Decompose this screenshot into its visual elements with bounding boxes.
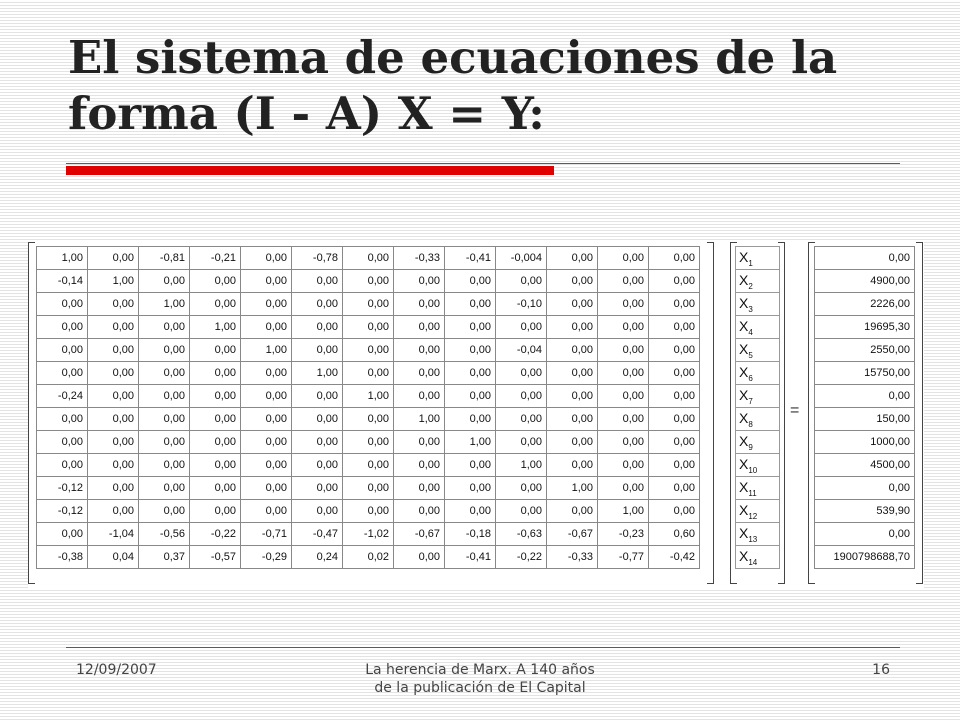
matrix-a-cell: 0,00 bbox=[292, 316, 343, 339]
matrix-a-cell: 0,00 bbox=[292, 270, 343, 293]
vector-y-cell: 15750,00 bbox=[815, 362, 915, 385]
vector-x-cell bbox=[736, 500, 780, 523]
matrix-a-cell: 0,00 bbox=[547, 339, 598, 362]
variable-index: 8 bbox=[748, 419, 753, 429]
vector-x-row bbox=[736, 523, 780, 546]
matrix-a-cell: 0,00 bbox=[139, 500, 190, 523]
matrix-a-cell: 0,00 bbox=[88, 247, 139, 270]
matrix-a-cell: 0,00 bbox=[394, 316, 445, 339]
matrix-a-cell: 0,00 bbox=[241, 500, 292, 523]
matrix-a-cell: 0,00 bbox=[241, 362, 292, 385]
vector-y-row bbox=[815, 408, 915, 431]
vector-y-right-bracket bbox=[916, 242, 923, 584]
matrix-a-cell: 0,00 bbox=[649, 477, 700, 500]
matrix-a-cell: 0,00 bbox=[241, 316, 292, 339]
vector-x-row bbox=[736, 500, 780, 523]
variable-index: 10 bbox=[748, 465, 758, 475]
matrix-a-cell: -0,77 bbox=[598, 546, 649, 569]
matrix-a-cell: 0,00 bbox=[190, 362, 241, 385]
matrix-a-cell: -0,12 bbox=[37, 500, 88, 523]
matrix-a-cell: 1,00 bbox=[445, 431, 496, 454]
matrix-a-cell: 0,00 bbox=[343, 500, 394, 523]
vector-x-row bbox=[736, 339, 780, 362]
matrix-a-cell: 0,00 bbox=[496, 408, 547, 431]
matrix-a-cell: 0,00 bbox=[190, 500, 241, 523]
matrix-a-cell: 0,00 bbox=[343, 270, 394, 293]
matrix-a-cell: 0,00 bbox=[241, 431, 292, 454]
matrix-a-cell: 0,00 bbox=[649, 247, 700, 270]
matrix-a-row bbox=[37, 385, 700, 408]
matrix-a-cell: 0,00 bbox=[547, 385, 598, 408]
matrix-a-cell: -0,47 bbox=[292, 523, 343, 546]
matrix-a-cell: 0,00 bbox=[445, 339, 496, 362]
footer-caption-line: de la publicación de El Capital bbox=[374, 680, 586, 696]
matrix-a-cell: -0,41 bbox=[445, 247, 496, 270]
matrix-a-cell: -1,02 bbox=[343, 523, 394, 546]
matrix-a-cell: -0,42 bbox=[649, 546, 700, 569]
matrix-a-cell: 0,00 bbox=[598, 247, 649, 270]
matrix-a-cell: -0,71 bbox=[241, 523, 292, 546]
vector-x-row bbox=[736, 293, 780, 316]
matrix-a-cell: 0,00 bbox=[649, 270, 700, 293]
matrix-a-cell: 0,00 bbox=[649, 454, 700, 477]
matrix-a-cell: 0,00 bbox=[37, 362, 88, 385]
variable-symbol: X bbox=[739, 501, 749, 518]
matrix-a-cell: 0,00 bbox=[88, 477, 139, 500]
vector-y-cell: 2226,00 bbox=[815, 293, 915, 316]
vector-y-row bbox=[815, 339, 915, 362]
vector-y-row bbox=[815, 431, 915, 454]
matrix-a-cell: 0,00 bbox=[37, 408, 88, 431]
matrix-a-cell: 0,00 bbox=[139, 408, 190, 431]
matrix-a-cell: 0,00 bbox=[547, 362, 598, 385]
vector-y-cell: 1000,00 bbox=[815, 431, 915, 454]
footer-caption bbox=[335, 661, 625, 697]
matrix-a-cell: 0,00 bbox=[394, 500, 445, 523]
matrix-a-cell: 0,00 bbox=[445, 408, 496, 431]
matrix-a-cell: 0,00 bbox=[496, 385, 547, 408]
matrix-a-cell: 0,00 bbox=[649, 385, 700, 408]
matrix-a-cell: 0,00 bbox=[496, 270, 547, 293]
matrix-a-cell: 0,00 bbox=[394, 546, 445, 569]
matrix-a-cell: 0,00 bbox=[394, 293, 445, 316]
matrix-a-cell: -0,63 bbox=[496, 523, 547, 546]
matrix-a-cell: 0,00 bbox=[649, 339, 700, 362]
matrix-a-row bbox=[37, 362, 700, 385]
matrix-a-cell: 0,00 bbox=[88, 454, 139, 477]
variable-symbol: X bbox=[739, 294, 749, 311]
variable-symbol: X bbox=[739, 386, 749, 403]
matrix-a-cell: 0,00 bbox=[37, 523, 88, 546]
matrix-a-row bbox=[37, 270, 700, 293]
matrix-a-cell: 0,00 bbox=[496, 316, 547, 339]
vector-x-row bbox=[736, 270, 780, 293]
footer-divider-line bbox=[66, 647, 900, 648]
variable-index: 14 bbox=[748, 557, 758, 567]
matrix-a-row bbox=[37, 408, 700, 431]
matrix-a-cell: -0,10 bbox=[496, 293, 547, 316]
matrix-a-cell: -0,12 bbox=[37, 477, 88, 500]
vector-y-row bbox=[815, 316, 915, 339]
matrix-a-cell: 0,00 bbox=[547, 247, 598, 270]
matrix-a-cell: 0,60 bbox=[649, 523, 700, 546]
matrix-a-cell: -0,14 bbox=[37, 270, 88, 293]
matrix-a-cell: 0,00 bbox=[190, 293, 241, 316]
matrix-a-cell: 0,00 bbox=[343, 293, 394, 316]
variable-index: 4 bbox=[748, 327, 753, 337]
matrix-a-cell: 0,00 bbox=[547, 500, 598, 523]
vector-y-cell: 0,00 bbox=[815, 247, 915, 270]
vector-y-cell: 0,00 bbox=[815, 477, 915, 500]
matrix-a-cell: 0,00 bbox=[139, 385, 190, 408]
matrix-a-cell: 0,00 bbox=[292, 500, 343, 523]
matrix-a-row bbox=[37, 316, 700, 339]
title-accent-bar bbox=[66, 166, 554, 175]
footer-caption-line: La herencia de Marx. A 140 años bbox=[365, 662, 595, 678]
matrix-a-cell: 0,00 bbox=[343, 454, 394, 477]
vector-x-cell bbox=[736, 362, 780, 385]
matrix-a-cell: 0,00 bbox=[190, 477, 241, 500]
matrix-a-cell: 0,00 bbox=[343, 477, 394, 500]
matrix-a-cell: 1,00 bbox=[292, 362, 343, 385]
matrix-a-cell: -0,67 bbox=[394, 523, 445, 546]
variable-index: 12 bbox=[748, 511, 758, 521]
matrix-a-cell: 0,00 bbox=[343, 362, 394, 385]
vector-y-cell: 150,00 bbox=[815, 408, 915, 431]
matrix-a-cell: 0,00 bbox=[496, 362, 547, 385]
matrix-a-cell: 0,00 bbox=[445, 270, 496, 293]
matrix-a-cell: 0,00 bbox=[241, 408, 292, 431]
matrix-a-cell: 0,00 bbox=[292, 339, 343, 362]
matrix-a-cell: 0,00 bbox=[547, 270, 598, 293]
matrix-a-cell: 0,00 bbox=[445, 385, 496, 408]
matrix-a-cell: 0,00 bbox=[88, 431, 139, 454]
matrix-a-cell: 0,00 bbox=[292, 477, 343, 500]
matrix-a-cell: -0,29 bbox=[241, 546, 292, 569]
vector-x-cell bbox=[736, 523, 780, 546]
variable-symbol: X bbox=[739, 547, 749, 564]
variable-index: 9 bbox=[748, 442, 753, 452]
matrix-a-cell: 0,00 bbox=[445, 316, 496, 339]
variable-index: 2 bbox=[748, 281, 753, 291]
matrix-a-cell: 0,00 bbox=[190, 385, 241, 408]
matrix-a-row bbox=[37, 339, 700, 362]
matrix-a-cell: 0,00 bbox=[649, 293, 700, 316]
variable-symbol: X bbox=[739, 317, 749, 334]
matrix-a bbox=[36, 246, 700, 569]
matrix-a-cell: 0,00 bbox=[394, 431, 445, 454]
matrix-a-cell: 0,00 bbox=[37, 339, 88, 362]
matrix-a-cell: 0,00 bbox=[343, 408, 394, 431]
matrix-a-cell: 0,00 bbox=[343, 316, 394, 339]
matrix-a-cell: 0,00 bbox=[88, 293, 139, 316]
variable-index: 5 bbox=[748, 350, 753, 360]
variable-symbol: X bbox=[739, 524, 749, 541]
matrix-a-cell: 1,00 bbox=[598, 500, 649, 523]
vector-x-cell bbox=[736, 316, 780, 339]
vector-x-cell bbox=[736, 270, 780, 293]
vector-y-cell: 1900798688,70 bbox=[815, 546, 915, 569]
vector-y-cell: 4900,00 bbox=[815, 270, 915, 293]
matrix-a-cell: 1,00 bbox=[241, 339, 292, 362]
matrix-a-cell: -0,67 bbox=[547, 523, 598, 546]
matrix-a-cell: 0,00 bbox=[37, 454, 88, 477]
matrix-a-cell: 0,00 bbox=[292, 408, 343, 431]
matrix-a-cell: 0,00 bbox=[139, 431, 190, 454]
matrix-a-cell: 0,00 bbox=[649, 408, 700, 431]
vector-y-row bbox=[815, 362, 915, 385]
matrix-a-row bbox=[37, 431, 700, 454]
matrix-a-cell: 0,00 bbox=[649, 316, 700, 339]
matrix-a-cell: 0,00 bbox=[394, 385, 445, 408]
variable-symbol: X bbox=[739, 432, 749, 449]
matrix-a-cell: -0,22 bbox=[190, 523, 241, 546]
matrix-a-cell: -0,004 bbox=[496, 247, 547, 270]
matrix-a-cell: 0,00 bbox=[139, 477, 190, 500]
vector-y-cell: 4500,00 bbox=[815, 454, 915, 477]
matrix-a-cell: 0,00 bbox=[598, 316, 649, 339]
matrix-a-cell: 0,00 bbox=[343, 431, 394, 454]
matrix-a-cell: -0,57 bbox=[190, 546, 241, 569]
matrix-a-cell: -1,04 bbox=[88, 523, 139, 546]
matrix-a-cell: 0,00 bbox=[394, 477, 445, 500]
matrix-a-cell: 0,00 bbox=[547, 293, 598, 316]
matrix-a-cell: 0,00 bbox=[445, 454, 496, 477]
vector-x-row bbox=[736, 362, 780, 385]
matrix-a-cell: 0,00 bbox=[37, 316, 88, 339]
matrix-a-cell: 0,00 bbox=[241, 270, 292, 293]
vector-y-cell: 19695,30 bbox=[815, 316, 915, 339]
matrix-a-cell: 0,00 bbox=[139, 454, 190, 477]
matrix-a-cell: 0,00 bbox=[547, 431, 598, 454]
matrix-a-right-bracket bbox=[707, 242, 714, 584]
matrix-a-cell: 0,00 bbox=[394, 454, 445, 477]
matrix-a-cell: 0,00 bbox=[37, 293, 88, 316]
matrix-a-cell: 1,00 bbox=[547, 477, 598, 500]
matrix-a-cell: 0,00 bbox=[649, 500, 700, 523]
vector-x-cell bbox=[736, 293, 780, 316]
matrix-a-row bbox=[37, 523, 700, 546]
matrix-a-cell: 0,04 bbox=[88, 546, 139, 569]
variable-index: 1 bbox=[748, 258, 753, 268]
matrix-a-cell: 0,00 bbox=[241, 477, 292, 500]
matrix-a-cell: -0,18 bbox=[445, 523, 496, 546]
matrix-a-row bbox=[37, 500, 700, 523]
matrix-a-cell: 0,00 bbox=[547, 316, 598, 339]
vector-x-cell bbox=[736, 385, 780, 408]
vector-x-row bbox=[736, 477, 780, 500]
matrix-a-cell: 0,00 bbox=[88, 339, 139, 362]
vector-x-row bbox=[736, 385, 780, 408]
matrix-a-cell: 1,00 bbox=[394, 408, 445, 431]
matrix-a-cell: -0,04 bbox=[496, 339, 547, 362]
matrix-a-row bbox=[37, 293, 700, 316]
variable-index: 11 bbox=[748, 488, 757, 498]
matrix-a-cell: 0,00 bbox=[88, 408, 139, 431]
matrix-a-cell: 0,00 bbox=[598, 477, 649, 500]
matrix-a-row bbox=[37, 477, 700, 500]
vector-x-cell bbox=[736, 454, 780, 477]
matrix-a-cell: 0,00 bbox=[598, 385, 649, 408]
matrix-a-cell: -0,33 bbox=[547, 546, 598, 569]
vector-x-cell bbox=[736, 431, 780, 454]
matrix-a-cell: 0,00 bbox=[445, 293, 496, 316]
variable-symbol: X bbox=[739, 271, 749, 288]
matrix-a-cell: 0,00 bbox=[241, 293, 292, 316]
matrix-a-cell: 0,00 bbox=[292, 385, 343, 408]
matrix-a-cell: 0,00 bbox=[139, 339, 190, 362]
vector-y-row bbox=[815, 454, 915, 477]
matrix-a-cell: 0,00 bbox=[598, 454, 649, 477]
variable-symbol: X bbox=[739, 340, 749, 357]
variable-index: 6 bbox=[748, 373, 753, 383]
matrix-a-cell: 0,00 bbox=[292, 431, 343, 454]
matrix-a-cell: 0,00 bbox=[598, 362, 649, 385]
matrix-a-cell: -0,22 bbox=[496, 546, 547, 569]
matrix-a-cell: -0,38 bbox=[37, 546, 88, 569]
matrix-a-cell: 0,00 bbox=[139, 316, 190, 339]
matrix-a-cell: 0,00 bbox=[547, 454, 598, 477]
matrix-a-cell: 0,00 bbox=[88, 316, 139, 339]
variable-index: 7 bbox=[748, 396, 753, 406]
matrix-a-row bbox=[37, 454, 700, 477]
matrix-a-cell: -0,33 bbox=[394, 247, 445, 270]
variable-index: 13 bbox=[748, 534, 758, 544]
matrix-a-cell: 0,24 bbox=[292, 546, 343, 569]
vector-y-cell: 0,00 bbox=[815, 385, 915, 408]
matrix-a-cell: 0,00 bbox=[496, 477, 547, 500]
vector-y-row bbox=[815, 523, 915, 546]
footer-date: 12/09/2007 bbox=[76, 662, 157, 678]
vector-y-row bbox=[815, 500, 915, 523]
vector-y-cell: 2550,00 bbox=[815, 339, 915, 362]
matrix-a-cell: 0,00 bbox=[88, 500, 139, 523]
matrix-a-cell: 0,00 bbox=[292, 454, 343, 477]
matrix-a-row bbox=[37, 546, 700, 569]
vector-y-row bbox=[815, 546, 915, 569]
matrix-a-cell: 0,00 bbox=[343, 339, 394, 362]
vector-y-row bbox=[815, 270, 915, 293]
matrix-a-cell: 0,00 bbox=[547, 408, 598, 431]
vector-x-row bbox=[736, 454, 780, 477]
matrix-a-cell: 0,00 bbox=[241, 247, 292, 270]
variable-symbol: X bbox=[739, 478, 749, 495]
vector-y bbox=[814, 246, 915, 569]
vector-x-row bbox=[736, 316, 780, 339]
matrix-a-cell: 0,00 bbox=[241, 385, 292, 408]
slide-title: El sistema de ecuaciones de la forma (I - A) X = Y: bbox=[68, 31, 838, 140]
matrix-a-cell: -0,24 bbox=[37, 385, 88, 408]
matrix-a-cell: -0,81 bbox=[139, 247, 190, 270]
matrix-a-cell: 0,00 bbox=[496, 500, 547, 523]
matrix-a-cell: 0,00 bbox=[139, 270, 190, 293]
matrix-a-cell: 0,00 bbox=[139, 362, 190, 385]
matrix-a-cell: -0,56 bbox=[139, 523, 190, 546]
page-number: 16 bbox=[872, 662, 890, 678]
matrix-a-cell: 1,00 bbox=[343, 385, 394, 408]
matrix-a-cell: 0,00 bbox=[394, 270, 445, 293]
matrix-a-cell: 0,00 bbox=[292, 293, 343, 316]
matrix-a-cell: 0,00 bbox=[190, 431, 241, 454]
matrix-a-cell: 0,00 bbox=[496, 431, 547, 454]
matrix-a-cell: 0,00 bbox=[598, 293, 649, 316]
variable-index: 3 bbox=[748, 304, 753, 314]
vector-y-row bbox=[815, 477, 915, 500]
matrix-a-cell: 0,00 bbox=[190, 408, 241, 431]
matrix-equation bbox=[28, 242, 924, 590]
vector-y-cell: 0,00 bbox=[815, 523, 915, 546]
matrix-a-cell: 0,00 bbox=[394, 362, 445, 385]
variable-symbol: X bbox=[739, 248, 749, 265]
vector-x-cell bbox=[736, 477, 780, 500]
matrix-a-cell: 0,00 bbox=[445, 500, 496, 523]
matrix-a-cell: 1,00 bbox=[190, 316, 241, 339]
vector-x-cell bbox=[736, 339, 780, 362]
vector-x-row bbox=[736, 408, 780, 431]
vector-x-cell bbox=[736, 546, 780, 569]
vector-y-row bbox=[815, 385, 915, 408]
matrix-a-cell: 0,00 bbox=[598, 431, 649, 454]
vector-x-row bbox=[736, 431, 780, 454]
matrix-a-cell: 0,00 bbox=[190, 339, 241, 362]
matrix-a-cell: 1,00 bbox=[496, 454, 547, 477]
matrix-a-cell: 0,02 bbox=[343, 546, 394, 569]
matrix-a-cell: 0,00 bbox=[241, 454, 292, 477]
equals-sign: = bbox=[790, 402, 800, 419]
matrix-a-cell: 0,00 bbox=[37, 431, 88, 454]
variable-symbol: X bbox=[739, 409, 749, 426]
matrix-a-cell: 0,00 bbox=[649, 431, 700, 454]
variable-symbol: X bbox=[739, 363, 749, 380]
title-divider-line bbox=[66, 163, 900, 164]
vector-x-cell bbox=[736, 247, 780, 270]
vector-x-cell bbox=[736, 408, 780, 431]
matrix-a-cell: 0,00 bbox=[343, 247, 394, 270]
matrix-a-cell: 0,00 bbox=[445, 477, 496, 500]
matrix-a-cell: 1,00 bbox=[139, 293, 190, 316]
matrix-a-left-bracket bbox=[28, 242, 35, 584]
vector-y-cell: 539,90 bbox=[815, 500, 915, 523]
matrix-a-cell: 0,00 bbox=[649, 362, 700, 385]
matrix-a-cell: -0,41 bbox=[445, 546, 496, 569]
matrix-a-cell: -0,78 bbox=[292, 247, 343, 270]
matrix-a-cell: 0,00 bbox=[445, 362, 496, 385]
matrix-a-cell: 0,00 bbox=[394, 339, 445, 362]
variable-symbol: X bbox=[739, 455, 749, 472]
matrix-a-cell: -0,23 bbox=[598, 523, 649, 546]
matrix-a-cell: -0,21 bbox=[190, 247, 241, 270]
vector-x-row bbox=[736, 546, 780, 569]
matrix-a-cell: 0,00 bbox=[88, 385, 139, 408]
matrix-a-row bbox=[37, 247, 700, 270]
vector-y-row bbox=[815, 247, 915, 270]
matrix-a-cell: 0,00 bbox=[190, 270, 241, 293]
vector-x-row bbox=[736, 247, 780, 270]
matrix-a-cell: 0,00 bbox=[88, 362, 139, 385]
matrix-a-cell: 0,00 bbox=[598, 339, 649, 362]
vector-x-right-bracket bbox=[778, 242, 785, 584]
matrix-a-cell: 0,00 bbox=[190, 454, 241, 477]
matrix-a-cell: 0,37 bbox=[139, 546, 190, 569]
vector-y-row bbox=[815, 293, 915, 316]
vector-x bbox=[735, 246, 780, 569]
matrix-a-cell: 1,00 bbox=[88, 270, 139, 293]
matrix-a-cell: 1,00 bbox=[37, 247, 88, 270]
matrix-a-cell: 0,00 bbox=[598, 270, 649, 293]
matrix-a-cell: 0,00 bbox=[598, 408, 649, 431]
